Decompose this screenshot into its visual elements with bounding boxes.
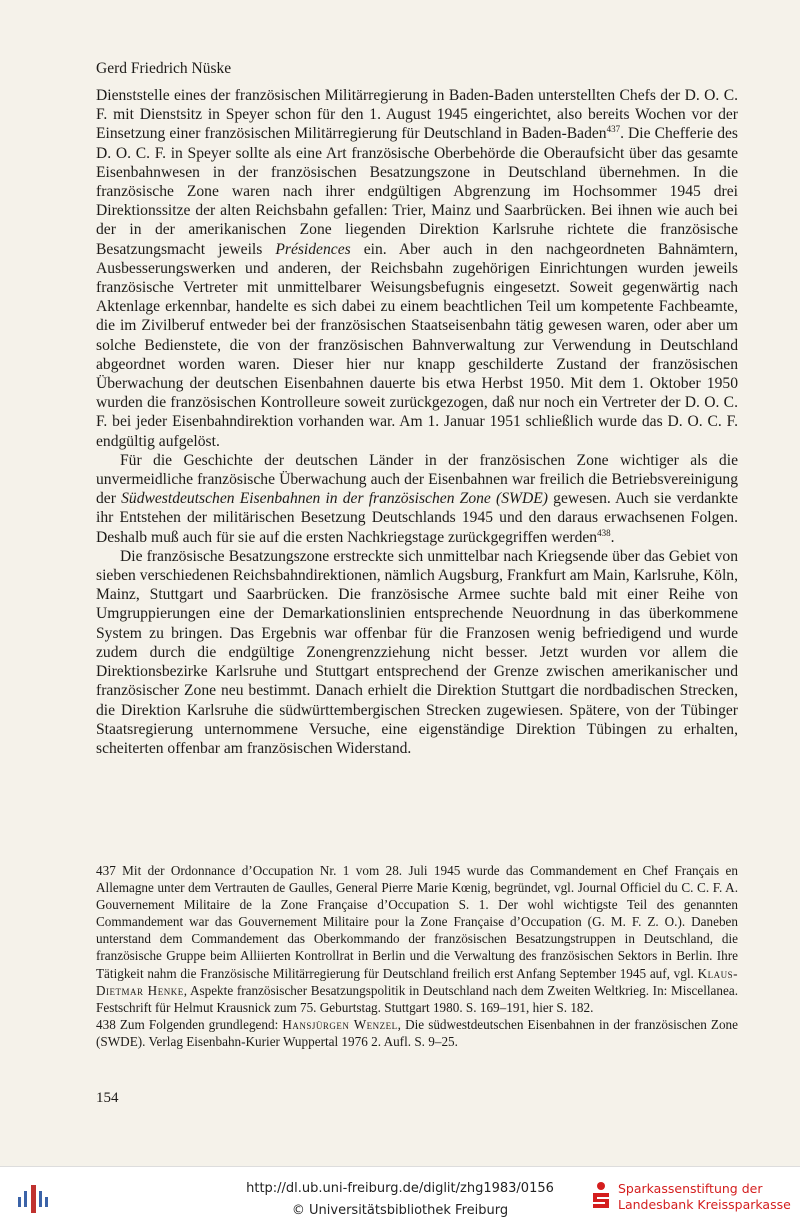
page-number: 154 (96, 1090, 119, 1106)
footnote-437-author: Klaus-Dietmar Henke (96, 965, 738, 998)
document-url-link[interactable]: http://dl.ub.uni-freiburg.de/diglit/zhg1983/0156 (246, 1181, 554, 1196)
paragraph-1-text-c: ein. Aber auch in den nachgeordneten Bahnämtern, Ausbesserungswerken und anderen, der Reichsbahn zugehörigen Einrichtungen wurden jeweils französische Vertreter mit unmittelbarer Weisungsbefugnis eingesetzt. Soweit gegenwärtig nach Aktenlage erkennbar, handelte es sich dabei zu einem beachtlichen Teil um kompetente Fachbeamte, die im Zivilberuf entweder bei der französischen Staatseisenbahn tätig gewesen waren, oder aber um solche Bedienstete, die von der französischen Bahnverwaltung zur Verwendung in Deutschland abgeordnet worden waren. Dieser hier nur knapp geschilderte Zustand der französischen Überwachung der deutschen Eisenbahnen dauerte bis etwa Herbst 1950. Mit dem 1. Oktober 1950 wurden die französischen Kontrolleure soweit zurückgezogen, daß nur noch ein Vertreter der D. O. C. F. bei jeder Eisenbahndirektion vorhanden war. Am 1. Januar 1951 schließlich wurde das D. O. C. F. endgültig aufgelöst. (96, 240, 738, 450)
running-head-author: Gerd Friedrich Nüske (96, 60, 232, 77)
paragraph-2-italic: Südwestdeutschen Eisenbahnen in der französischen Zone (SWDE) (121, 490, 548, 508)
sponsor-logo[interactable] (590, 1179, 795, 1219)
sponsor-text (618, 1181, 791, 1213)
footnote-437-text-a: 437 Mit der Ordonnance d’Occupation Nr. 1 vom 28. Juli 1945 wurde das Commandement en Chef Français en Allemagne unter dem Vertrauten de Gaulles, General Pierre Marie Kœnig, begründet, vgl. Journal Officiel du C. C. F. A. Gouvernement Militaire de la Zone Française d’Occupation S. 1. Der wohl wichtigste Teil des genannten Commandement war das Gouvernement Militaire pour la Zone Française d’Occupation (G. M. F. Z. O.). Daneben unterstand dem Commandement das Oberkommando der französischen Besatzungstruppen in Deutschland, die französische Gruppe beim Alliierten Kontrollrat in Berlin und die Verwaltung des französischen Sektors in Berlin. Ihre Tätigkeit nahm die Französische Militärregierung für Deutschland freilich erst Anfang September 1945 auf, vgl. (96, 863, 738, 981)
paragraph-1 (96, 86, 738, 451)
paragraph-1-italic: Présidences (275, 240, 351, 258)
paragraph-2-text-c: . (610, 528, 615, 546)
paragraph-2 (96, 451, 738, 547)
footnote-437-text-b: , Aspekte französischer Besatzungspolitik in Deutschland nach dem Zweiten Weltkrieg. In: Miscellanea. Festschrift für Helmut Krausnick zum 75. Geburtstag. Stuttgart 1980. S. 169–191, hier S. 182. (96, 982, 738, 1015)
sponsor-line-1: Sparkassenstiftung der (618, 1181, 763, 1196)
footnote-438-author: Hansjürgen Wenzel (282, 1016, 398, 1032)
sponsor-line-2: Landesbank Kreissparkasse (618, 1197, 791, 1212)
viewer-footer (0, 1166, 800, 1227)
body-text (96, 86, 738, 758)
paragraph-2-text-a: Für die Geschichte der deutschen Länder in der französischen Zone wichtiger als die unvermeidliche französische Überwachung auch der Eisenbahnen war freilich die Betriebsvereinigung der (96, 451, 738, 508)
footnote-438-text-b: , Die südwestdeutschen Eisenbahnen in der französischen Zone (SWDE). Verlag Eisenbahn-Kurier Wuppertal 1976 2. Aufl. S. 9–25. (96, 1016, 738, 1049)
paragraph-2-text-b: gewesen. Auch sie verdankte ihr Entstehen der militärischen Besetzung Deutschlands 1945 und den daraus erwachsenen Folgen. Deshalb muß auch für sie auf die ersten Nachkriegstage zurückgegriffen werden (96, 490, 739, 546)
footnote-437 (96, 862, 738, 1016)
footnotes (96, 862, 738, 1050)
sparkasse-icon (590, 1181, 612, 1209)
paragraph-3: Die französische Besatzungszone erstreckte sich unmittelbar nach Kriegsende über das Gebiet von sieben verschiedenen Reichsbahndirektionen, nämlich Augsburg, Frankfurt am Main, Karlsruhe, Köln, Mainz, Stuttgart und Saarbrücken. Die französische Armee suchte bald mit einer Reihe von Umgruppierungen eine der Demarkationslinien entsprechende Neuordnung in das überkommene System zu bringen. Das Ergebnis war offenbar für die Franzosen wenig befriedigend und wurde zudem durch die endgültige Zonengrenzziehung nicht besser. Jetzt wurden vor allem die Direktionsbezirke Karlsruhe und Stuttgart entsprechend der Grenze zwischen amerikanischer und französischer Zone neu bestimmt. Danach erhielt die Direktion Stuttgart die nordbadischen Strecken, die Direktion Karlsruhe die südwürttembergischen Strecken zugewiesen. Spätere, von der Tübinger Staatsregierung unternommene Versuche, eine eigenständige Direktion Tübingen zu erhalten, scheiterten offenbar am französischen Widerstand. (96, 547, 738, 757)
paragraph-1-text-a: Dienststelle eines der französischen Militärregierung in Baden-Baden unterstellten Chefs der D. O. C. F. mit Dienstsitz in Speyer schon für den 1. August 1945 eingerichtet, also bereits Wochen vor der Einsetzung einer französischen Militärregierung für Deutschland in Baden-Baden (96, 87, 738, 143)
footnote-ref-438[interactable]: 438 (597, 527, 611, 538)
paragraph-1-text-b: . Die Chefferie des D. O. C. F. in Speyer sollte als eine Art französische Oberbehörde die Oberaufsicht über das gesamte Eisenbahnwesen in der französischen Besatzungszone in Deutschland übernehmen. In die französische Zone waren nach ihrer endgültigen Abgrenzung im Hochsommer 1945 drei Direktionssitze der alten Reichsbahn gefallen: Trier, Mainz und Saarbrücken. Bei ihnen wie auch bei der in der amerikanischen Zone liegenden Direktion Karlsruhe richtete die französische Besatzungsmacht jeweils (96, 125, 738, 258)
footnote-438-text-a: 438 Zum Folgenden grundlegend: (96, 1016, 283, 1032)
footnote-ref-437[interactable]: 437 (606, 124, 621, 135)
footnote-438 (96, 1016, 738, 1050)
copyright-notice: © Universitätsbibliothek Freiburg (291, 1203, 509, 1218)
